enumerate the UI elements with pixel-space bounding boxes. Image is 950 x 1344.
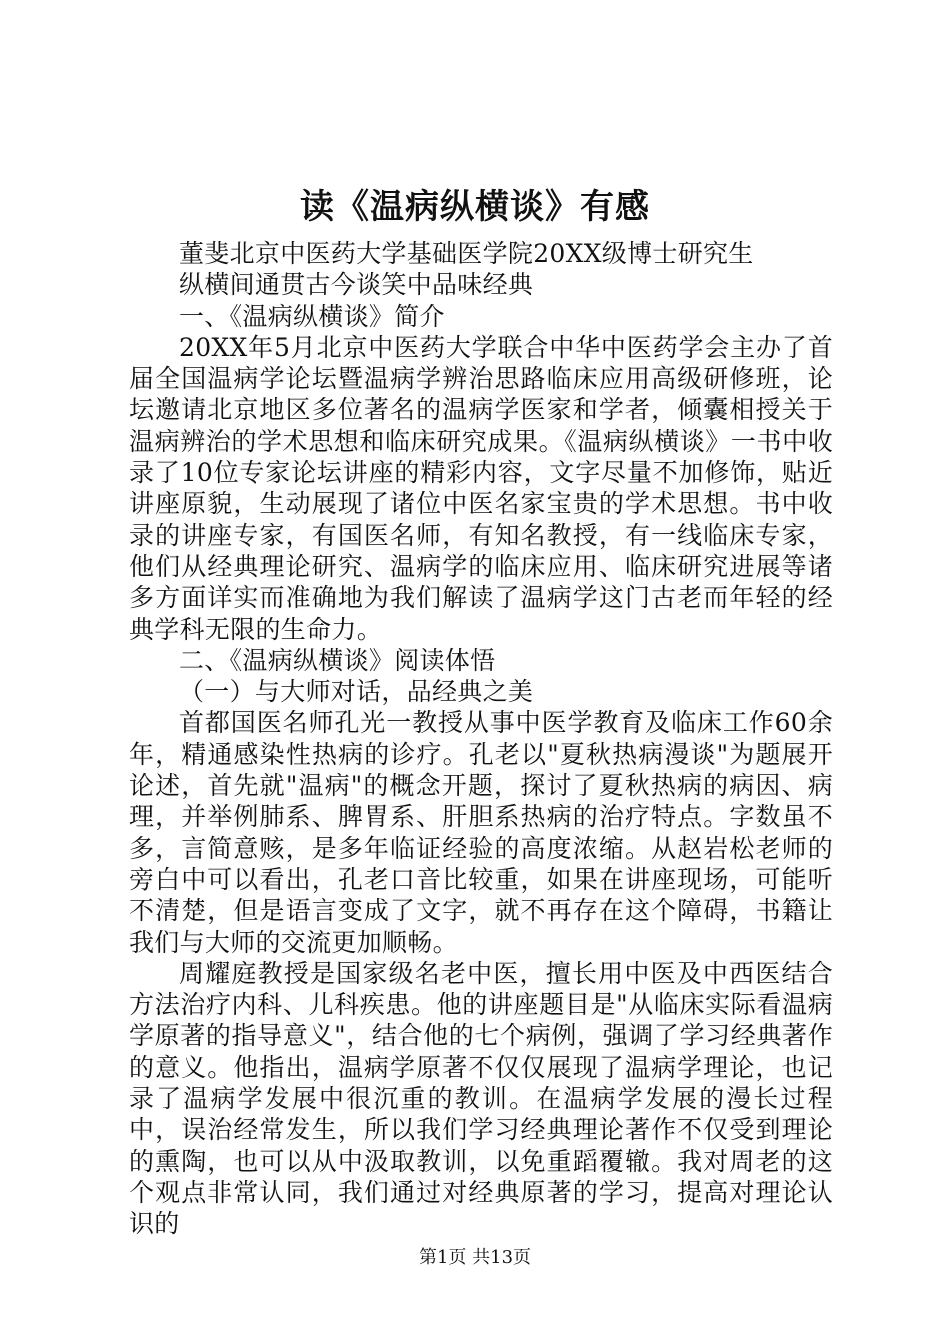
section-heading-2: 二、《温病纵横谈》阅读体悟 bbox=[179, 645, 496, 675]
body-paragraph: 20XX年5月北京中医药大学联合中华中医药学会主办了首届全国温病学论坛暨温病学辨治思路临床应用高级研修班，论坛邀请北京地区多位著名的温病学医家和学者，倾囊相授关于温病辨治的学术思想和临床研究成果。《温病纵横谈》一书中收录了10位专家论坛讲座的精彩内容，文字尽量不加修饰，贴近讲座原貌，生动展现了诸位中医名家宝贵的学术思想。书中收录的讲座专家，有国医名师，有知名教授，有一线临床专家，他们从经典理论研究、温病学的临床应用、临床研究进展等诸多方面详实而准确地为我们解读了温病学这门古老而年轻的经典学科无限的生命力。 bbox=[129, 332, 833, 644]
body-paragraph: 周耀庭教授是国家级名老中医，擅长用中医及中西医结合方法治疗内科、儿科疾患。他的讲座题目是"从临床实际看温病学原著的指导意义"，结合他的七个病例，强调了学习经典著作的意义。他指出，温病学原著不仅仅展现了温病学理论，也记录了温病学发展中很沉重的教训。在温病学发展的漫长过程中，误治经常发生，所以我们学习经典理论著作不仅受到理论的熏陶，也可以从中汲取教训，以免重蹈覆辙。我对周老的这个观点非常认同，我们通过对经典原著的学习，提高对理论认识的 bbox=[129, 958, 833, 1239]
subsection-heading: （一）与大师对话，品经典之美 bbox=[179, 677, 534, 707]
author-line: 董斐北京中医药大学基础医学院20XX级博士研究生 bbox=[179, 239, 754, 268]
page-footer: 第1页 共13页 bbox=[418, 1247, 532, 1268]
document-title: 读《温病纵横谈》有感 bbox=[300, 187, 650, 227]
document-body bbox=[129, 238, 833, 1240]
body-paragraph: 首都国医名师孔光一教授从事中医学教育及临床工作60余年，精通感染性热病的诊疗。孔老以"夏秋热病漫谈"为题展开论述，首先就"温病"的概念开题，探讨了夏秋热病的病因、病理，并举例肺系、脾胃系、肝胆系热病的治疗特点。字数虽不多，言简意赅，是多年临证经验的高度浓缩。从赵岩松老师的旁白中可以看出，孔老口音比较重，如果在讲座现场，可能听不清楚，但是语言变成了文字，就不再存在这个障碍，书籍让我们与大师的交流更加顺畅。 bbox=[129, 708, 833, 957]
subtitle-line: 纵横间通贯古今谈笑中品味经典 bbox=[179, 270, 534, 300]
section-heading-1: 一、《温病纵横谈》简介 bbox=[179, 301, 445, 331]
